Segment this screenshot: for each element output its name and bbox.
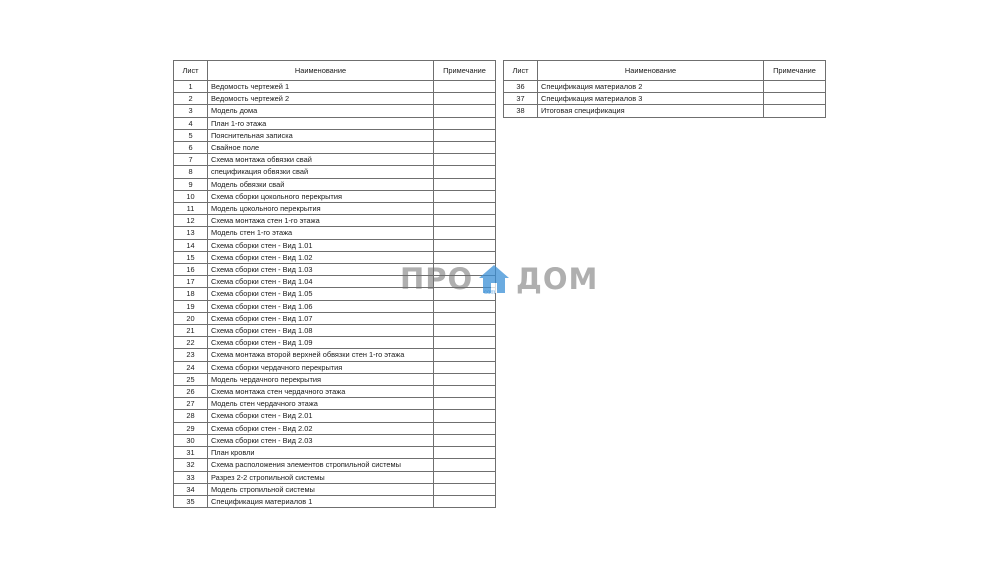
sheet-note-cell [434, 203, 496, 215]
sheet-name-cell: Разрез 2-2 стропильной системы [208, 471, 434, 483]
sheet-number-cell: 30 [174, 434, 208, 446]
sheet-name-cell: Схема монтажа стен 1-го этажа [208, 215, 434, 227]
sheet-number-cell: 21 [174, 325, 208, 337]
table-header-row [504, 61, 826, 81]
sheet-note-cell [764, 93, 826, 105]
column-header-sheet: Лист [504, 61, 538, 81]
table-row [174, 495, 496, 507]
sheet-number-cell: 34 [174, 483, 208, 495]
sheet-name-cell: Модель чердачного перекрытия [208, 373, 434, 385]
sheet-number-cell: 20 [174, 312, 208, 324]
sheet-number-cell: 27 [174, 398, 208, 410]
table-row [174, 227, 496, 239]
sheet-name-cell: Свайное поле [208, 142, 434, 154]
table-row [504, 93, 826, 105]
sheet-note-cell [434, 459, 496, 471]
sheet-name-cell: Схема сборки стен - Вид 1.07 [208, 312, 434, 324]
sheet-note-cell [434, 495, 496, 507]
sheet-name-cell: Схема сборки стен - Вид 1.08 [208, 325, 434, 337]
column-header-note: Примечание [764, 61, 826, 81]
table-row [174, 373, 496, 385]
sheet-name-cell: Итоговая спецификация [538, 105, 764, 117]
sheet-number-cell: 17 [174, 276, 208, 288]
sheet-name-cell: Модель стен чердачного этажа [208, 398, 434, 410]
sheet-name-cell: Схема сборки стен - Вид 1.04 [208, 276, 434, 288]
sheet-note-cell [434, 154, 496, 166]
sheet-number-cell: 11 [174, 203, 208, 215]
sheet-name-cell: Модель цокольного перекрытия [208, 203, 434, 215]
sheet-number-cell: 3 [174, 105, 208, 117]
sheet-name-cell: Схема сборки стен - Вид 1.02 [208, 251, 434, 263]
sheet-name-cell: Схема монтажа обвязки свай [208, 154, 434, 166]
table-row [174, 178, 496, 190]
sheet-name-cell: Спецификация материалов 1 [208, 495, 434, 507]
sheet-name-cell: Схема сборки стен - Вид 2.03 [208, 434, 434, 446]
table-row [504, 105, 826, 117]
table-row [174, 337, 496, 349]
sheet-number-cell: 7 [174, 154, 208, 166]
sheet-note-cell [434, 434, 496, 446]
sheet-number-cell: 19 [174, 300, 208, 312]
table-row [174, 447, 496, 459]
column-header-note: Примечание [434, 61, 496, 81]
column-header-name: Наименование [208, 61, 434, 81]
sheet-name-cell: Схема сборки стен - Вид 1.03 [208, 264, 434, 276]
sheet-name-cell: спецификация обвязки свай [208, 166, 434, 178]
table-row [174, 142, 496, 154]
table-row [174, 117, 496, 129]
sheet-number-cell: 28 [174, 410, 208, 422]
sheet-note-cell [434, 373, 496, 385]
sheet-note-cell [434, 81, 496, 93]
table-header-row [174, 61, 496, 81]
sheet-name-cell: Модель стропильной системы [208, 483, 434, 495]
sheet-name-cell: Ведомость чертежей 1 [208, 81, 434, 93]
sheet-number-cell: 10 [174, 190, 208, 202]
table-row [174, 325, 496, 337]
sheet-note-cell [434, 117, 496, 129]
sheet-name-cell: План 1-го этажа [208, 117, 434, 129]
sheet-number-cell: 38 [504, 105, 538, 117]
watermark-subtext: com [484, 290, 496, 296]
sheet-note-cell [764, 81, 826, 93]
sheet-number-cell: 8 [174, 166, 208, 178]
sheet-note-cell [434, 142, 496, 154]
sheet-note-cell [434, 349, 496, 361]
sheet-number-cell: 37 [504, 93, 538, 105]
table-row [174, 154, 496, 166]
table-row [174, 190, 496, 202]
sheet-name-cell: Схема сборки стен - Вид 2.01 [208, 410, 434, 422]
sheet-number-cell: 24 [174, 361, 208, 373]
table-body-right [504, 81, 826, 118]
sheet-note-cell [434, 178, 496, 190]
sheet-note-cell [434, 105, 496, 117]
sheet-note-cell [434, 312, 496, 324]
table-row [174, 349, 496, 361]
sheet-name-cell: Модель дома [208, 105, 434, 117]
sheet-number-cell: 35 [174, 495, 208, 507]
sheet-note-cell [434, 93, 496, 105]
sheet-number-cell: 33 [174, 471, 208, 483]
sheet-number-cell: 22 [174, 337, 208, 349]
sheet-note-cell [434, 337, 496, 349]
sheet-number-cell: 14 [174, 239, 208, 251]
sheet-note-cell [434, 227, 496, 239]
sheet-note-cell [434, 471, 496, 483]
sheet-note-cell [434, 361, 496, 373]
sheet-name-cell: Схема сборки стен - Вид 1.01 [208, 239, 434, 251]
sheet-name-cell: Ведомость чертежей 2 [208, 93, 434, 105]
table-row [174, 93, 496, 105]
sheet-note-cell [434, 386, 496, 398]
table-row [174, 166, 496, 178]
table-row [174, 81, 496, 93]
sheet-number-cell: 15 [174, 251, 208, 263]
sheet-number-cell: 13 [174, 227, 208, 239]
sheet-number-cell: 36 [504, 81, 538, 93]
sheet-name-cell: Схема сборки чердачного перекрытия [208, 361, 434, 373]
sheet-name-cell: Схема сборки стен - Вид 1.06 [208, 300, 434, 312]
table-row [504, 81, 826, 93]
sheet-name-cell: Схема сборки стен - Вид 1.05 [208, 288, 434, 300]
sheet-number-cell: 6 [174, 142, 208, 154]
sheet-note-cell [434, 239, 496, 251]
table-row [174, 129, 496, 141]
sheet-note-cell [434, 398, 496, 410]
sheet-name-cell: Спецификация материалов 3 [538, 93, 764, 105]
column-header-sheet: Лист [174, 61, 208, 81]
table-row [174, 203, 496, 215]
sheet-number-cell: 23 [174, 349, 208, 361]
table-row [174, 105, 496, 117]
table-row [174, 215, 496, 227]
sheet-number-cell: 9 [174, 178, 208, 190]
sheet-number-cell: 26 [174, 386, 208, 398]
sheet-note-cell [434, 410, 496, 422]
sheet-number-cell: 2 [174, 93, 208, 105]
table-row [174, 483, 496, 495]
column-header-name: Наименование [538, 61, 764, 81]
sheet-note-cell [434, 447, 496, 459]
sheet-number-cell: 12 [174, 215, 208, 227]
sheet-name-cell: Схема сборки стен - Вид 2.02 [208, 422, 434, 434]
sheet-name-cell: Схема монтажа второй верхней обвязки стен 1-го этажа [208, 349, 434, 361]
sheet-number-cell: 31 [174, 447, 208, 459]
table-row [174, 312, 496, 324]
sheet-name-cell: Модель стен 1-го этажа [208, 227, 434, 239]
sheet-name-cell: Схема сборки цокольного перекрытия [208, 190, 434, 202]
sheet-note-cell [764, 105, 826, 117]
sheet-name-cell: Схема сборки стен - Вид 1.09 [208, 337, 434, 349]
sheet-note-cell [434, 483, 496, 495]
sheet-note-cell [434, 190, 496, 202]
table-row [174, 361, 496, 373]
sheet-name-cell: Пояснительная записка [208, 129, 434, 141]
sheet-number-cell: 4 [174, 117, 208, 129]
table-row [174, 410, 496, 422]
sheet-name-cell: План кровли [208, 447, 434, 459]
table-row [174, 434, 496, 446]
sheet-number-cell: 5 [174, 129, 208, 141]
watermark-text-left: ПРО [400, 262, 474, 296]
table-row [174, 398, 496, 410]
sheet-number-cell: 18 [174, 288, 208, 300]
sheet-number-cell: 29 [174, 422, 208, 434]
table-row [174, 239, 496, 251]
sheet-name-cell: Спецификация материалов 2 [538, 81, 764, 93]
table-row [174, 459, 496, 471]
sheet-note-cell [434, 215, 496, 227]
sheet-name-cell: Схема расположения элементов стропильной системы [208, 459, 434, 471]
sheet-number-cell: 16 [174, 264, 208, 276]
pro-dom-watermark [400, 262, 600, 302]
sheet-name-cell: Модель обвязки свай [208, 178, 434, 190]
sheet-number-cell: 1 [174, 81, 208, 93]
sheet-number-cell: 32 [174, 459, 208, 471]
sheet-note-cell [434, 325, 496, 337]
table-row [174, 386, 496, 398]
sheet-note-cell [434, 422, 496, 434]
drawing-list-table-right [503, 60, 826, 118]
sheet-note-cell [434, 166, 496, 178]
sheet-number-cell: 25 [174, 373, 208, 385]
sheet-note-cell [434, 129, 496, 141]
watermark-text-right: ДОМ [516, 262, 599, 296]
sheet-name-cell: Схема монтажа стен чердачного этажа [208, 386, 434, 398]
table-row [174, 471, 496, 483]
table-row [174, 422, 496, 434]
